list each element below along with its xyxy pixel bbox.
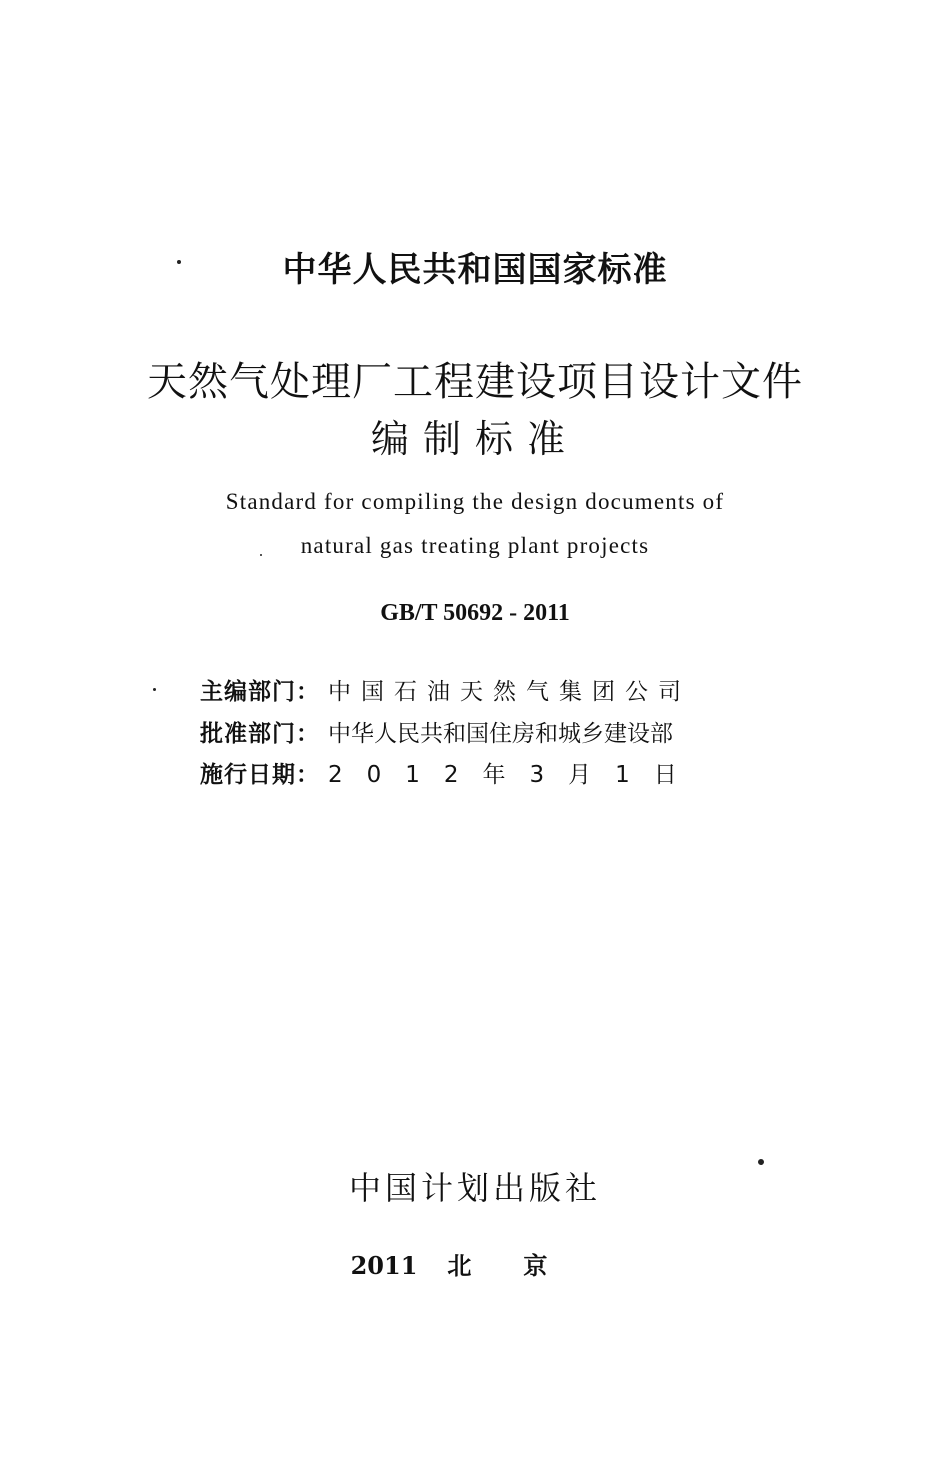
effective-date-row [200, 756, 740, 789]
effective-date-value: 2012年3月1日 [328, 762, 701, 788]
standard-code: GB/T 50692 - 2011 [380, 600, 570, 626]
effective-date-label: 施行日期： [200, 762, 320, 788]
imprint-line [0, 1246, 950, 1281]
chinese-title-sub: 编制标准 [370, 417, 579, 461]
publisher-name: 中国计划出版社 [348, 1169, 601, 1207]
chinese-title-main: 天然气处理厂工程建设项目设计文件 [147, 359, 803, 405]
english-title-line-2: natural gas treating plant projects [300, 533, 650, 558]
editor-label: 主编部门： [200, 679, 320, 705]
approver-row [200, 715, 740, 748]
editor-value: 中国石油天然气集团公司 [328, 679, 691, 705]
publication-city: 北京 [447, 1251, 600, 1280]
scan-speck [153, 688, 156, 691]
scan-speck [758, 1159, 764, 1165]
approver-label: 批准部门： [200, 721, 320, 747]
english-title-line-1: Standard for compiling the design documents of [225, 489, 725, 514]
standard-type-heading: 中华人民共和国国家标准 [282, 250, 668, 290]
editor-row [200, 673, 740, 706]
publication-year: 2011 [350, 1251, 418, 1280]
scan-speck [260, 554, 262, 556]
approver-value: 中华人民共和国住房和城乡建设部 [328, 721, 673, 747]
scan-speck [177, 260, 181, 264]
